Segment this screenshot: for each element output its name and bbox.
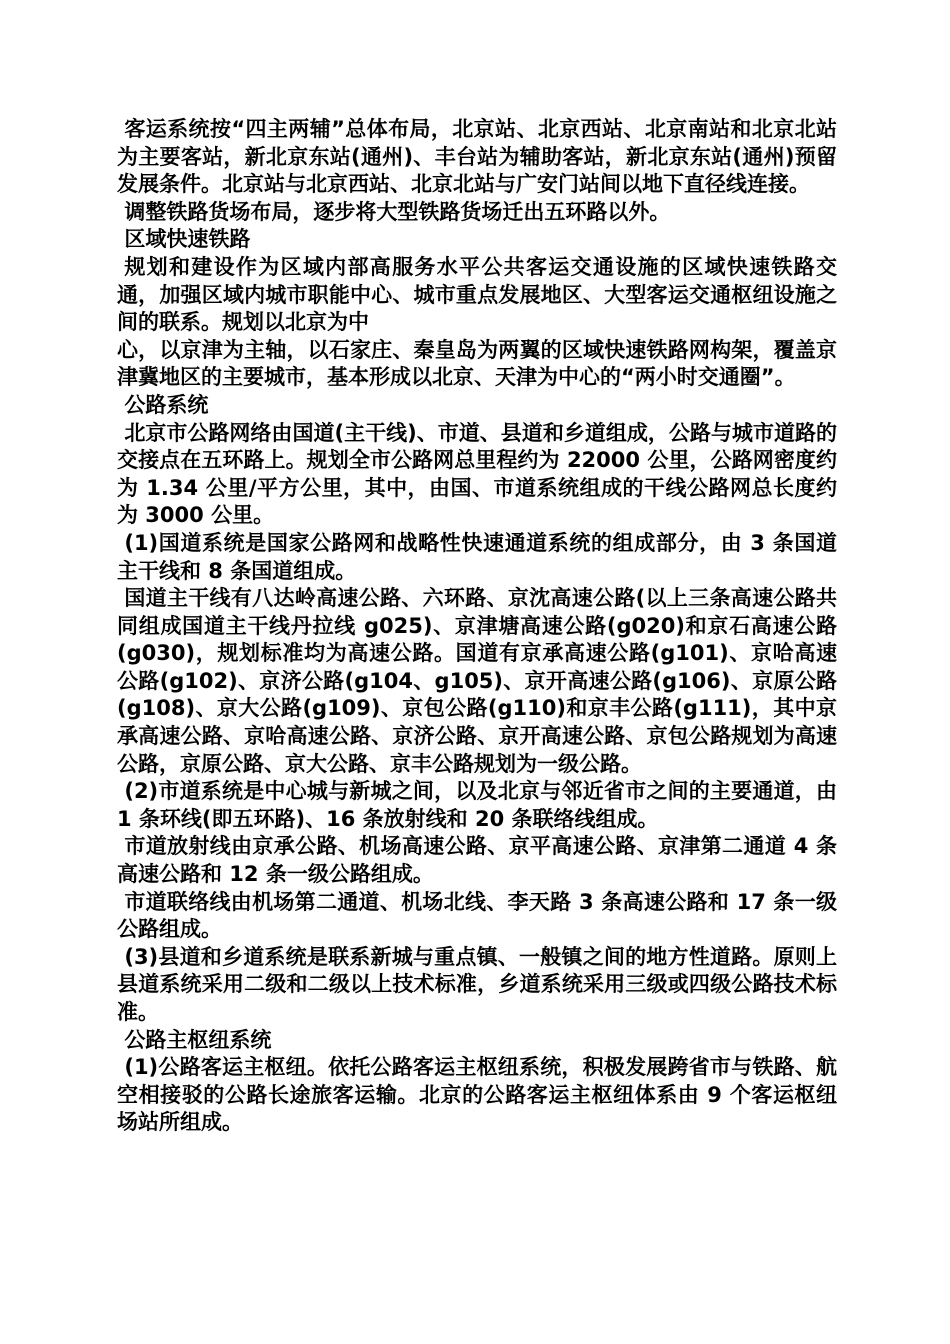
heading-hub-system: 公路主枢纽系统 <box>124 1027 272 1052</box>
paragraph-passenger-hubs: (1)公路客运主枢纽。依托公路客运主枢纽系统，积极发展跨省市与铁路、航空相接驳的公路长途旅客运输。北京的公路客运主枢纽体系由 9 个客运枢纽场站所组成。 <box>117 1055 837 1135</box>
paragraph-municipal-radials: 市道放射线由京承公路、机场高速公路、京平高速公路、京津第二通道 4 条高速公路和 12 条一级公路组成。 <box>117 834 837 887</box>
paragraph-national-roads: (1)国道系统是国家公路网和战略性快速通道系统的组成部分，由 3 条国道主干线和 8 条国道组成。 <box>117 530 837 583</box>
document-body <box>117 116 837 1137</box>
paragraph-county-township-roads: (3)县道和乡道系统是联系新城与重点镇、一般镇之间的地方性道路。原则上县道系统采用二级和二级以上技术标准，乡道系统采用三级或四级公路技术标准。 <box>117 944 837 1024</box>
paragraph-national-trunk-lines: 国道主干线有八达岭高速公路、六环路、京沈高速公路(以上三条高速公路共同组成国道主干线丹拉线 g025)、京津塘高速公路(g020)和京石高速公路(g030)，规划标准均为高速公路。国道有京承高速公路(g101)、京哈高速公路(g102)、京济公路(g104、g105)、京开高速公路(g106)、京原公路(g108)、京大公路(g109)、京包公路(g110)和京丰公路(g111)，其中京承高速公路、京哈高速公路、京济公路、京开高速公路、京包公路规划为高速公路，京原公路、京大公路、京丰公路规划为一级公路。 <box>117 586 837 776</box>
paragraph-highway-network: 北京市公路网络由国道(主干线)、市道、县道和乡道组成，公路与城市道路的交接点在五环路上。规划全市公路网总里程约为 22000 公里，公路网密度约为 1.34 公里/平方公里，其中，由国、市道系统组成的干线公路网总长度约为 3000 公里。 <box>117 420 837 528</box>
paragraph-passenger-system: 客运系统按“四主两辅”总体布局，北京站、北京西站、北京南站和北京北站为主要客站，新北京东站(通州)、丰台站为辅助客站，新北京东站(通州)预留发展条件。北京站与北京西站、北京北站与广安门站间以地下直径线连接。 <box>117 117 837 197</box>
paragraph-municipal-roads: (2)市道系统是中心城与新城之间，以及北京与邻近省市之间的主要通道，由 1 条环线(即五环路)、16 条放射线和 20 条联络线组成。 <box>117 779 837 831</box>
paragraph-municipal-connectors: 市道联络线由机场第二通道、机场北线、李天路 3 条高速公路和 17 条一级公路组成。 <box>117 889 837 942</box>
paragraph-regional-rail-network: 心，以京津为主轴，以石家庄、秦皇岛为两翼的区域快速铁路网构架，覆盖京津冀地区的主要城市，基本形成以北京、天津为中心的“两小时交通圈”。 <box>117 337 837 390</box>
heading-regional-rail: 区域快速铁路 <box>124 227 251 252</box>
paragraph-regional-rail-plan: 规划和建设作为区域内部高服务水平公共客运交通设施的区域快速铁路交通，加强区域内城市职能中心、城市重点发展地区、大型客运交通枢纽设施之间的联系。规划以北京为中 <box>117 254 837 335</box>
paragraph-freight-yards: 调整铁路货场布局，逐步将大型铁路货场迁出五环路以外。 <box>124 199 671 224</box>
heading-highway-system: 公路系统 <box>124 392 209 417</box>
